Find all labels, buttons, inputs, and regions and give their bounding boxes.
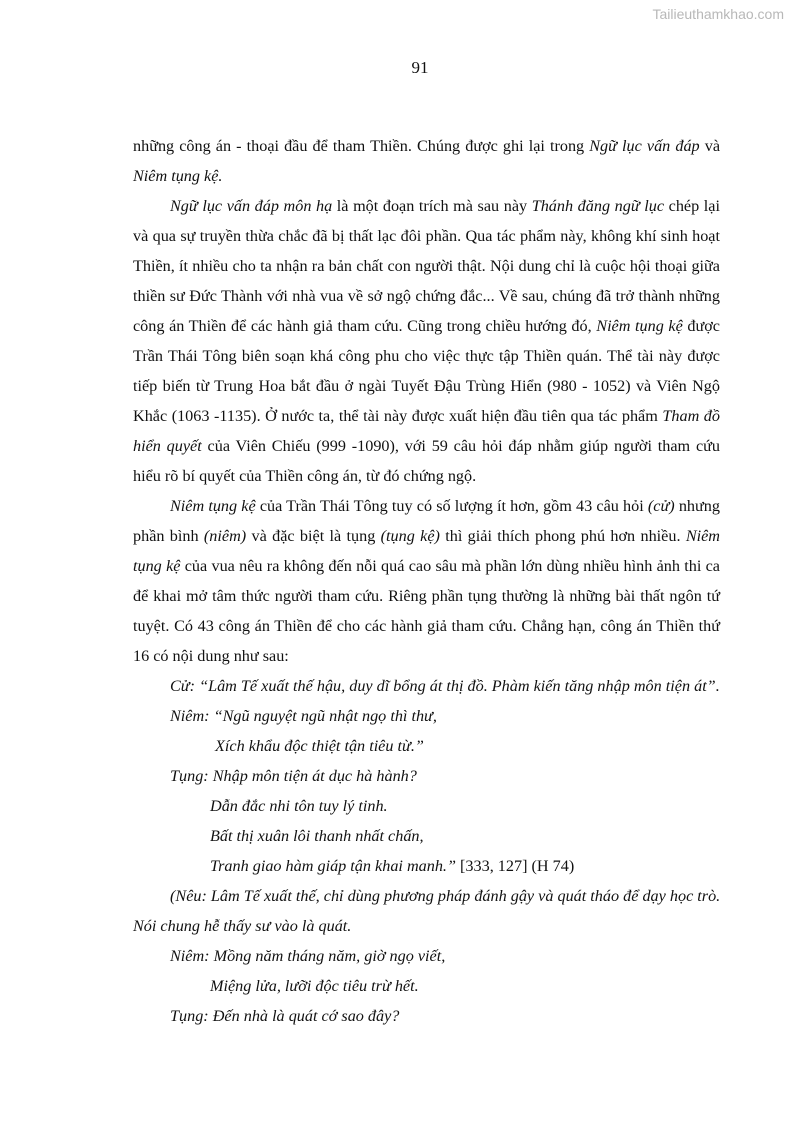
italic-text: Miệng lửa, lưỡi độc tiêu trừ hết. [210,977,419,995]
italic-text: Bất thị xuân lôi thanh nhất chấn, [210,827,424,845]
text: nhưng [674,497,720,515]
text-line [133,406,720,426]
text: chép lại [664,197,720,215]
italic-text: Dẫn đắc nhi tôn tuy lý tinh. [210,797,388,815]
italic-text: (niêm) [203,527,247,545]
text-line [133,346,720,366]
italic-text: hiển quyết [133,437,202,455]
text: Thiền, ít nhiều cho ta nhận ra bản chất con người thật. Nội dung chỉ là cuộc hội thoại giữa [133,257,720,275]
text-line [133,226,720,246]
italic-text: Niêm [685,527,720,545]
text: và qua sự truyền thừa chắc đã bị thất lạc đôi phần. Qua tác phẩm này, không khí sinh hoạt [133,227,720,245]
italic-text: Niêm tụng kệ [596,317,683,335]
italic-text: tụng kệ [133,557,181,575]
text-line [133,136,720,156]
text-line [170,196,720,216]
text: những công án - thoại đầu để tham Thiền. Chúng được ghi lại trong [133,137,590,155]
italic-text: Thánh đăng ngữ lục [531,197,665,215]
text-line [133,526,720,546]
italic-text: Tranh giao hàm giáp tận khai manh.” [210,857,456,875]
text: Khắc (1063 -1135). Ở nước ta, thể tài này được xuất hiện đầu tiên qua tác phẩm [133,407,663,425]
text-line [133,286,720,306]
text-line [133,556,720,576]
text: được [682,317,720,335]
italic-text: (tụng kệ) [380,527,440,545]
watermark: Tailieuthamkhao.com [652,6,784,22]
text: của vua nêu ra không đến nỗi quá cao sâu mà phần lớn dùng nhiều hình ảnh thi ca [180,557,720,575]
text: và đặc biệt là tụng [246,527,381,545]
text: công án Thiền để các hành giả tham cứu. Cũng trong chiều hướng đó, [133,317,597,335]
italic-text: Tụng: Nhập môn tiện át dục hà hành? [170,767,417,785]
text-line [170,1006,399,1026]
text-line [133,256,720,276]
text-line [215,736,424,756]
italic-text: Ngữ lục vấn đáp môn hạ [170,197,333,215]
text-line [133,316,720,336]
text-line [170,676,720,696]
italic-text: Niêm tụng kệ [170,497,256,515]
text: Trần Thái Tông biên soạn khá công phu cho việc thực tập Thiền quán. Thể tài này được [133,347,720,365]
text: là một đoạn trích mà sau này [332,197,532,215]
text-line [133,586,720,606]
text-line [170,946,445,966]
text-line [133,166,222,186]
italic-text: Niêm: Mồng năm tháng năm, giờ ngọ viết, [170,947,446,965]
italic-text: Tham đồ [662,407,720,425]
text: và [699,137,721,155]
italic-text: Nói chung hễ thấy sư vào là quát. [133,917,352,935]
italic-text: Xích khẩu độc thiệt tận tiêu từ.” [215,737,424,755]
text: tiếp biến từ Trung Hoa bắt đầu ở ngài Tuyết Đậu Trùng Hiển (980 - 1052) và Viên Ngộ [133,377,720,395]
text-line [170,886,720,906]
text: [333, 127] (H 74) [455,857,575,875]
text-line [210,826,424,846]
text-line [210,796,388,816]
text-line [170,766,417,786]
text: của Viên Chiếu (999 -1090), với 59 câu hỏi đáp nhằm giúp người tham cứu [201,437,720,455]
italic-text: Tụng: Đến nhà là quát cớ sao đây? [170,1007,400,1025]
text: 16 có nội dung như sau: [133,647,289,665]
text-line [170,706,437,726]
italic-text: Cử: “Lâm Tế xuất thế hậu, duy dĩ bổng át thị đồ. Phàm kiến tăng nhập môn tiện át”. [170,677,720,695]
italic-text: Niêm: “Ngũ nguyệt ngũ nhật ngọ thì thư, [170,707,437,725]
text: để khai mở tâm thức người tham cứu. Riêng phần tụng thường là những bài thất ngôn tứ [133,587,720,605]
text-line [170,496,720,516]
text-line [133,376,720,396]
text-line [210,856,574,876]
text-line [133,466,476,486]
italic-text: (Nêu: Lâm Tế xuất thế, chỉ dùng phương pháp đánh gậy và quát tháo để dạy học trò. [170,887,721,905]
italic-text: Niêm tụng kệ. [133,167,223,185]
text: của Trần Thái Tông tuy có số lượng ít hơn, gồm 43 câu hỏi [255,497,648,515]
text: thiền sư Đức Thành với nhà vua về sở ngộ chứng đắc... Về sau, chúng đã trở thành những [133,287,720,305]
text: tuyệt. Có 43 công án Thiền để cho các hành giả tham cứu. Chẳng hạn, công án Thiền thứ [133,617,720,635]
italic-text: Ngữ lục vấn đáp [589,137,700,155]
text-line [133,916,351,936]
text-line [210,976,419,996]
text: thì giải thích phong phú hơn nhiều. [439,527,686,545]
italic-text: (cử) [647,497,675,515]
text-line [133,646,289,666]
text: phần bình [133,527,204,545]
text-line [133,436,720,456]
text: hiểu rõ bí quyết của Thiền công án, từ đó chứng ngộ. [133,467,477,485]
page-number: 91 [411,58,429,77]
text-line [133,616,720,636]
